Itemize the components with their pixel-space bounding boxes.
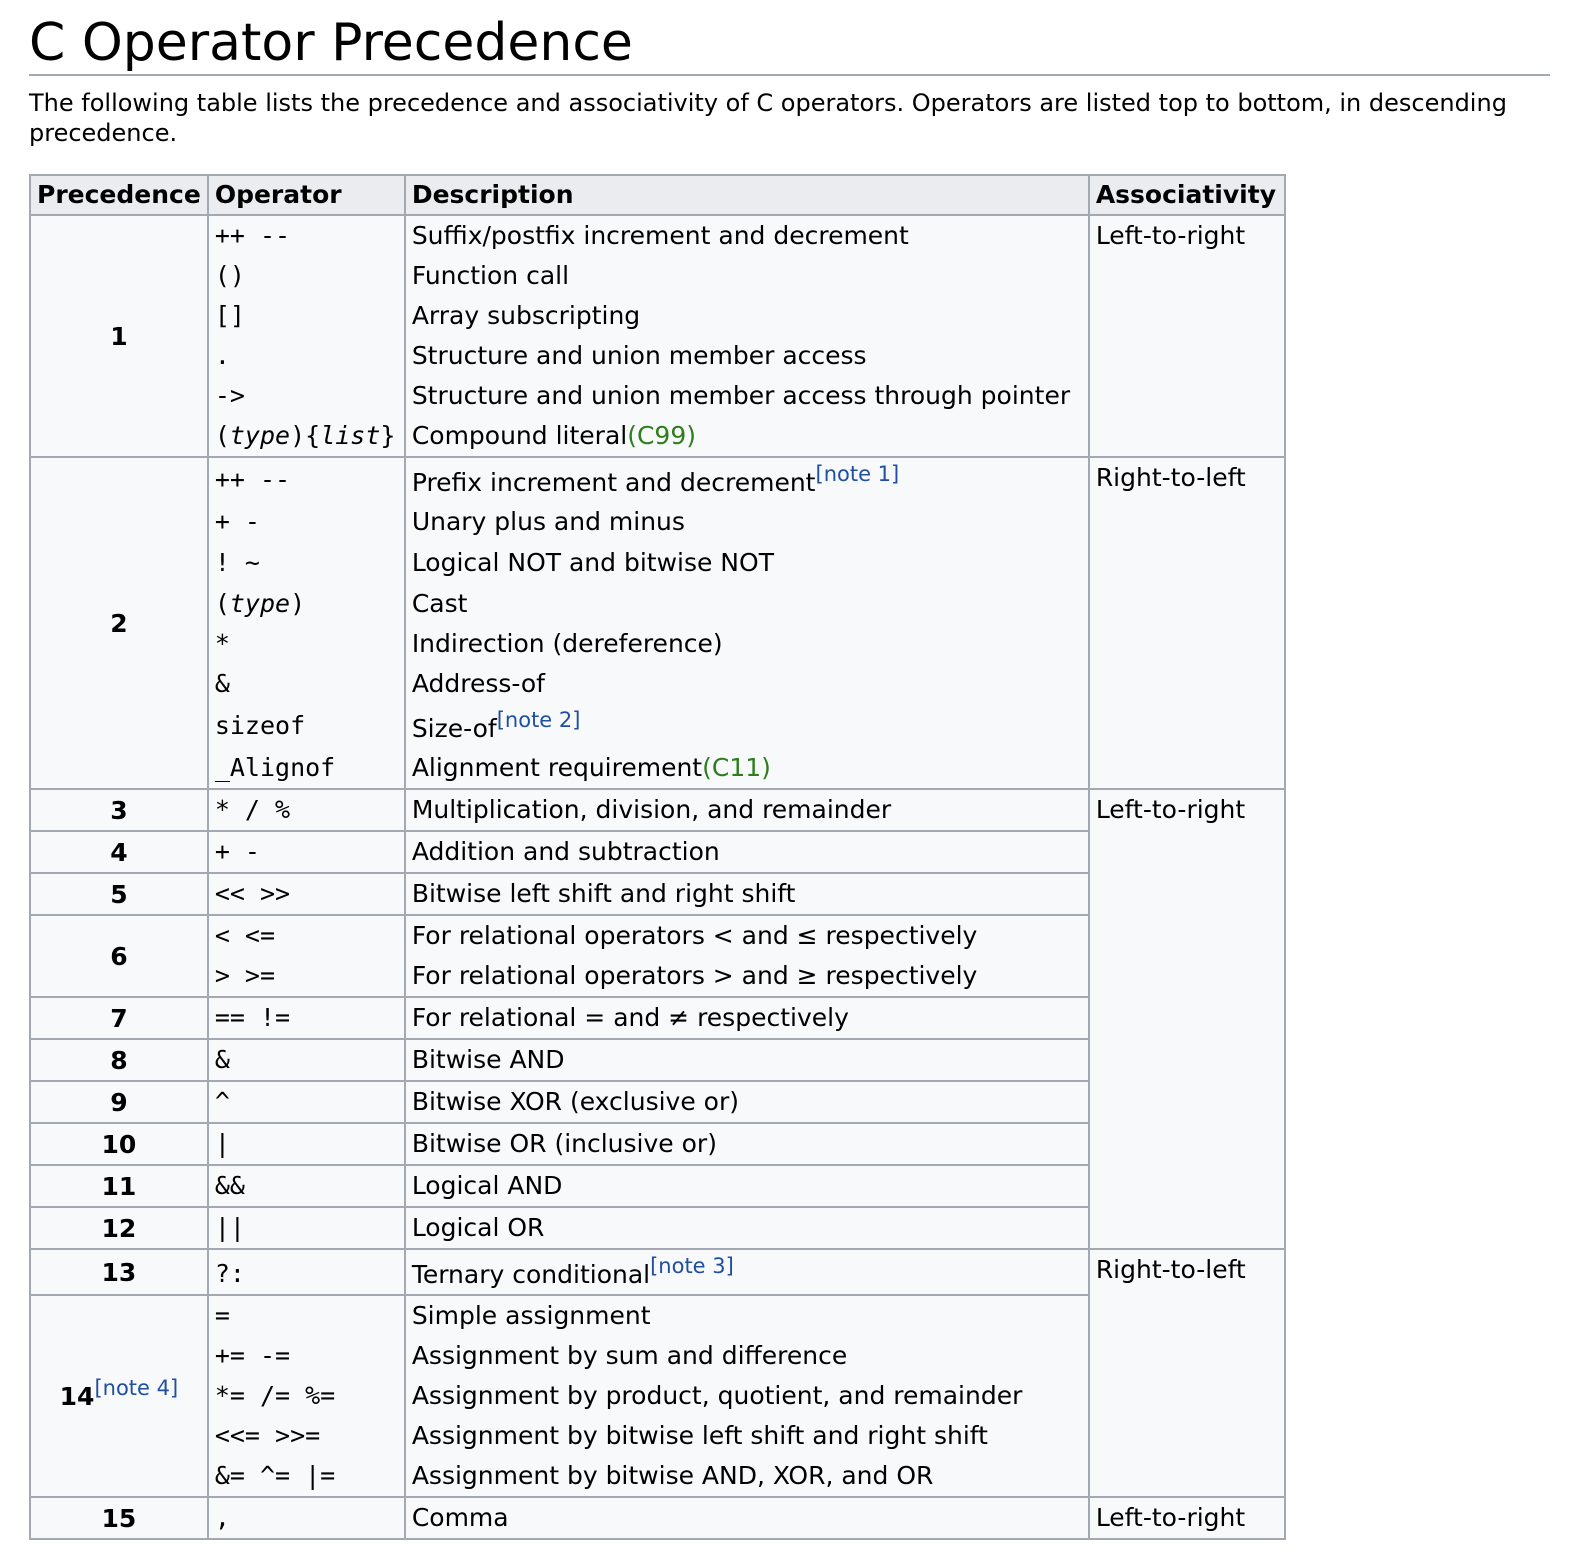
operator-cell: * / %: [208, 789, 405, 831]
operator-cell: [208, 215, 405, 457]
precedence-cell: 10: [30, 1123, 208, 1165]
precedence-cell: 11: [30, 1165, 208, 1207]
header-operator: Operator: [208, 175, 405, 215]
description-cell: Logical OR: [405, 1207, 1089, 1249]
operator: ++ --: [214, 465, 291, 494]
operator: []: [214, 301, 245, 330]
header-description: Description: [405, 175, 1089, 215]
operator: _Alignof: [214, 753, 336, 782]
description: Alignment requirement(C11): [411, 753, 771, 782]
description-cell: Comma: [405, 1497, 1089, 1539]
operator-cell: ||: [208, 1207, 405, 1249]
description: Function call: [411, 261, 570, 290]
note-4-link[interactable]: [note 4]: [94, 1375, 179, 1400]
operator: (): [214, 261, 245, 290]
precedence-cell: 5: [30, 873, 208, 915]
operator-cell: |: [208, 1123, 405, 1165]
operator-compound-literal: (type){list}: [214, 421, 396, 450]
description-cell: For relational = and ≠ respectively: [405, 997, 1089, 1039]
operator-cell: = += -= *= /= %= <<= >>= &= ^= |=: [208, 1295, 405, 1497]
description: Structure and union member access: [411, 341, 867, 370]
description: Size-of[note 2]: [411, 708, 581, 743]
operator-cell: << >>: [208, 873, 405, 915]
description: Address-of: [411, 669, 545, 698]
operator: + -: [214, 507, 260, 536]
table-row: [30, 1249, 1285, 1295]
operator-cell: [208, 457, 405, 789]
operator-cast: (type): [214, 589, 306, 618]
table-row: [30, 789, 1285, 831]
description: Logical NOT and bitwise NOT: [411, 548, 774, 577]
description: Array subscripting: [411, 301, 641, 330]
table-row: [30, 457, 1285, 789]
description-cell: [405, 457, 1089, 789]
associativity-cell: Right-to-left: [1089, 1249, 1285, 1497]
precedence-cell: 3: [30, 789, 208, 831]
operator-cell: ,: [208, 1497, 405, 1539]
operator-cell: ?:: [208, 1249, 405, 1295]
precedence-cell: 15: [30, 1497, 208, 1539]
note-1-link[interactable]: [note 1]: [815, 462, 900, 486]
operator-cell: &: [208, 1039, 405, 1081]
description-cell: Ternary conditional[note 3]: [405, 1249, 1089, 1295]
precedence-cell: 12: [30, 1207, 208, 1249]
note-2-link[interactable]: [note 2]: [496, 708, 581, 732]
page: [29, 12, 1550, 1540]
operator-cell: &&: [208, 1165, 405, 1207]
description-cell: Bitwise OR (inclusive or): [405, 1123, 1089, 1165]
precedence-cell: 6: [30, 915, 208, 997]
description-cell: Bitwise left shift and right shift: [405, 873, 1089, 915]
description-cell: For relational operators < and ≤ respectively For relational operators > and ≥ respectively: [405, 915, 1089, 997]
precedence-cell: 7: [30, 997, 208, 1039]
description-cell: Bitwise AND: [405, 1039, 1089, 1081]
description: Structure and union member access through pointer: [411, 381, 1071, 410]
header-associativity: Associativity: [1089, 175, 1285, 215]
page-title: C Operator Precedence: [29, 12, 1550, 76]
precedence-cell: 13: [30, 1249, 208, 1295]
associativity-cell: Left-to-right: [1089, 789, 1285, 1249]
operator-cell: + -: [208, 831, 405, 873]
description-cell: Bitwise XOR (exclusive or): [405, 1081, 1089, 1123]
description: Prefix increment and decrement[note 1]: [411, 462, 900, 497]
precedence-cell: 9: [30, 1081, 208, 1123]
description: Cast: [411, 589, 468, 618]
operator: &: [214, 669, 230, 698]
precedence-cell: 2: [30, 457, 208, 789]
operator: .: [214, 341, 230, 370]
precedence-cell: 14[note 4]: [30, 1295, 208, 1497]
table-header-row: [30, 175, 1285, 215]
operator: ! ~: [214, 548, 260, 577]
description: Unary plus and minus: [411, 507, 685, 536]
note-3-link[interactable]: [note 3]: [650, 1254, 734, 1278]
associativity-cell: Right-to-left: [1089, 457, 1285, 789]
standard-c99-badge: (C99): [627, 421, 696, 450]
operator: sizeof: [214, 711, 306, 740]
precedence-cell: 8: [30, 1039, 208, 1081]
description-cell: Multiplication, division, and remainder: [405, 789, 1089, 831]
associativity-cell: Left-to-right: [1089, 215, 1285, 457]
standard-c11-badge: (C11): [702, 753, 771, 782]
associativity-cell: Left-to-right: [1089, 1497, 1285, 1539]
description: Indirection (dereference): [411, 629, 723, 658]
table-row: [30, 215, 1285, 457]
description-cell: Logical AND: [405, 1165, 1089, 1207]
operator: ++ --: [214, 221, 291, 250]
precedence-cell: 4: [30, 831, 208, 873]
precedence-cell: 1: [30, 215, 208, 457]
operator-cell: ^: [208, 1081, 405, 1123]
header-precedence: Precedence: [30, 175, 208, 215]
description: Compound literal(C99): [411, 421, 696, 450]
description-cell: Simple assignment Assignment by sum and difference Assignment by product, quotient, and remainder Assignment by bitwise left shift and right shift Assignment by bitwise AND, XOR, and OR: [405, 1295, 1089, 1497]
operator-cell: < <= > >=: [208, 915, 405, 997]
operator: ->: [214, 381, 245, 410]
intro-paragraph: The following table lists the precedence and associativity of C operators. Operators are listed top to bottom, in descending precedence.: [29, 89, 1507, 147]
precedence-table: [29, 174, 1286, 1540]
description-cell: [405, 215, 1089, 457]
operator-cell: == !=: [208, 997, 405, 1039]
table-row: [30, 1497, 1285, 1539]
description: Suffix/postfix increment and decrement: [411, 221, 909, 250]
description-cell: Addition and subtraction: [405, 831, 1089, 873]
operator: *: [214, 629, 230, 658]
